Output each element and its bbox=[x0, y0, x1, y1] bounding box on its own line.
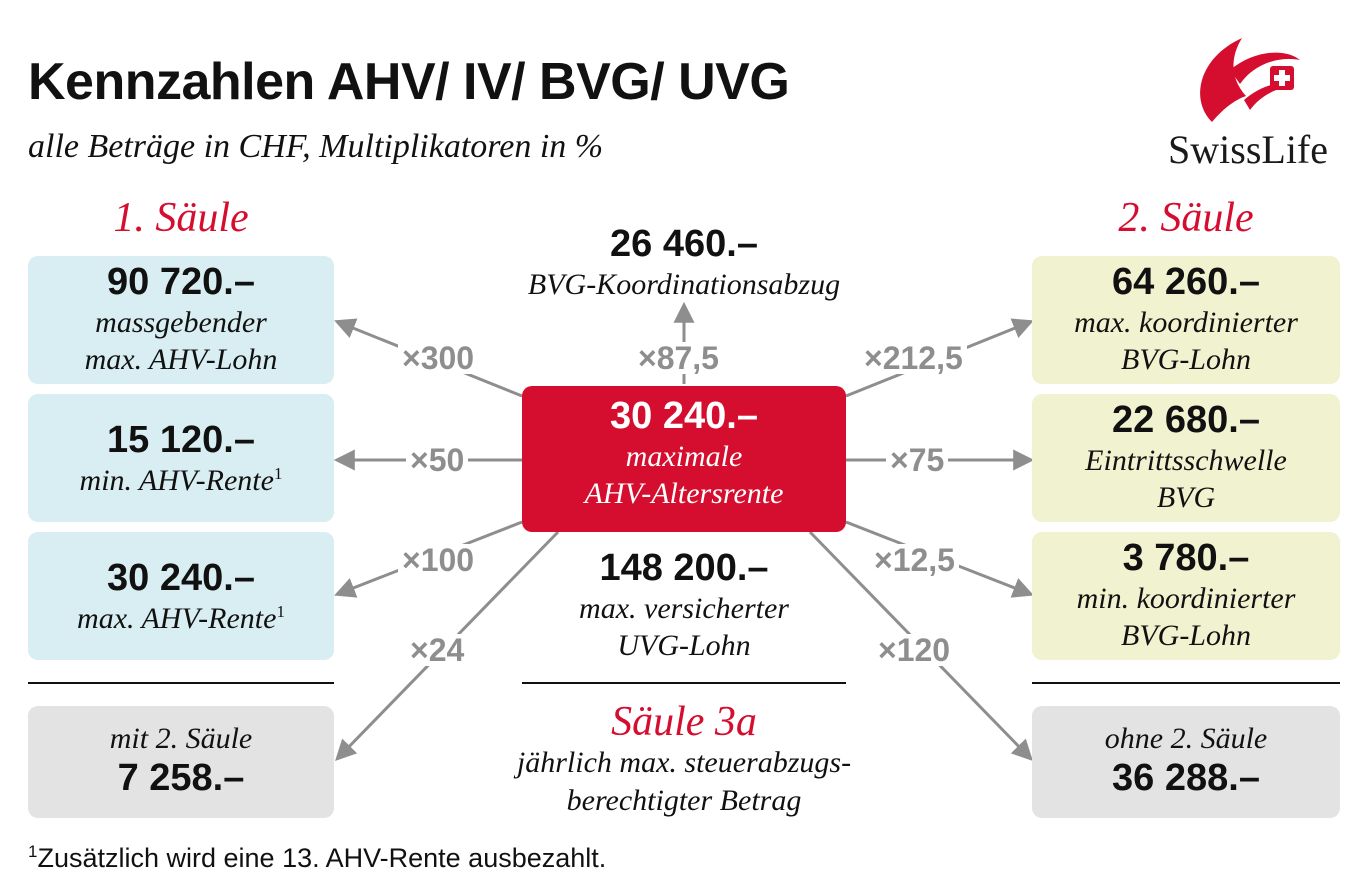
footnote-marker: 1 bbox=[273, 463, 283, 483]
mit-2-saeule-value: 7 258.– bbox=[117, 756, 245, 799]
box-koordinierter-lohn bbox=[1032, 256, 1340, 384]
multiplier-212-5: ×212,5 bbox=[860, 342, 967, 374]
max-altersrente-line2: AHV-Altersrente bbox=[584, 477, 784, 511]
footnote bbox=[28, 842, 606, 874]
min-ahv-rente-text: min. AHV-Rente bbox=[79, 463, 274, 497]
page-subtitle: alle Beträge in CHF, Multiplikatoren in % bbox=[28, 128, 604, 165]
box-min-koordinierter-lohn bbox=[1032, 532, 1340, 660]
footnote-marker: 1 bbox=[276, 601, 285, 621]
multiplier-12-5: ×12,5 bbox=[870, 544, 959, 576]
max-altersrente-line1: maximale bbox=[625, 439, 743, 473]
footnote-number: 1 bbox=[28, 842, 38, 861]
heading-saeule-3a: Säule 3a bbox=[611, 699, 757, 745]
divider-right bbox=[1032, 682, 1340, 684]
divider-center bbox=[522, 682, 846, 684]
eintrittsschwelle-line2: BVG bbox=[1156, 481, 1216, 515]
multiplier-300: ×300 bbox=[398, 342, 478, 374]
uvg-lohn-block bbox=[470, 548, 898, 665]
multiplier-24: ×24 bbox=[406, 634, 468, 666]
ahv-lohn-value: 90 720.– bbox=[107, 261, 255, 303]
min-ahv-rente-label bbox=[28, 462, 334, 500]
heading-2-saeule: 2. Säule bbox=[1118, 195, 1254, 241]
koordinationsabzug-block bbox=[470, 224, 898, 303]
box-max-ahv-rente bbox=[28, 532, 334, 660]
min-ahv-rente-value: 15 120.– bbox=[107, 419, 255, 461]
min-koordinierter-line2: BVG-Lohn bbox=[1121, 619, 1251, 653]
koordinierter-lohn-value: 64 260.– bbox=[1112, 261, 1260, 303]
multiplier-75: ×75 bbox=[886, 444, 948, 476]
logo-wordmark: SwissLife bbox=[1168, 127, 1328, 172]
box-max-altersrente bbox=[522, 386, 846, 532]
saeule-3a-block bbox=[450, 700, 918, 819]
multiplier-120: ×120 bbox=[874, 634, 954, 666]
multiplier-50: ×50 bbox=[406, 444, 468, 476]
mit-2-saeule-label: mit 2. Säule bbox=[109, 722, 253, 755]
koordinationsabzug-value: 26 460.– bbox=[610, 223, 758, 265]
saeule-3a-line1: jährlich max. steuerabzugs- bbox=[516, 746, 852, 780]
uvg-lohn-line1: max. versicherter bbox=[579, 591, 789, 625]
min-koordinierter-value: 3 780.– bbox=[1122, 537, 1250, 579]
eintrittsschwelle-value: 22 680.– bbox=[1112, 399, 1260, 441]
multiplier-100: ×100 bbox=[398, 544, 478, 576]
eintrittsschwelle-line1: Eintrittsschwelle bbox=[1085, 443, 1287, 477]
saeule-3a-line2: berechtigter Betrag bbox=[566, 783, 802, 817]
page-title: Kennzahlen AHV/ IV/ BVG/ UVG bbox=[28, 53, 790, 111]
box-min-ahv-rente bbox=[28, 394, 334, 522]
max-ahv-rente-value: 30 240.– bbox=[107, 557, 255, 599]
box-mit-2-saeule bbox=[28, 706, 334, 818]
min-koordinierter-line1: min. koordinierter bbox=[1076, 581, 1296, 615]
koordinierter-lohn-line1: max. koordinierter bbox=[1074, 305, 1298, 339]
koordinationsabzug-label: BVG-Koordinationsabzug bbox=[527, 267, 841, 301]
uvg-lohn-value: 148 200.– bbox=[599, 547, 769, 589]
heading-1-saeule: 1. Säule bbox=[113, 195, 249, 241]
koordinierter-lohn-line2: BVG-Lohn bbox=[1121, 343, 1251, 377]
max-altersrente-value: 30 240.– bbox=[610, 395, 758, 437]
max-ahv-rente-text: max. AHV-Rente bbox=[77, 601, 277, 635]
max-ahv-rente-label bbox=[28, 600, 334, 638]
box-ahv-lohn bbox=[28, 256, 334, 384]
ohne-2-saeule-label: ohne 2. Säule bbox=[1104, 722, 1268, 755]
divider-left bbox=[28, 682, 334, 684]
multiplier-87-5: ×87,5 bbox=[634, 342, 723, 374]
ohne-2-saeule-value: 36 288.– bbox=[1112, 756, 1260, 799]
ahv-lohn-line2: max. AHV-Lohn bbox=[84, 343, 278, 377]
box-eintrittsschwelle bbox=[1032, 394, 1340, 522]
footnote-text: Zusätzlich wird eine 13. AHV-Rente ausbezahlt. bbox=[37, 843, 607, 873]
box-ohne-2-saeule bbox=[1032, 706, 1340, 818]
uvg-lohn-line2: UVG-Lohn bbox=[617, 629, 751, 663]
ahv-lohn-line1: massgebender bbox=[95, 305, 267, 339]
